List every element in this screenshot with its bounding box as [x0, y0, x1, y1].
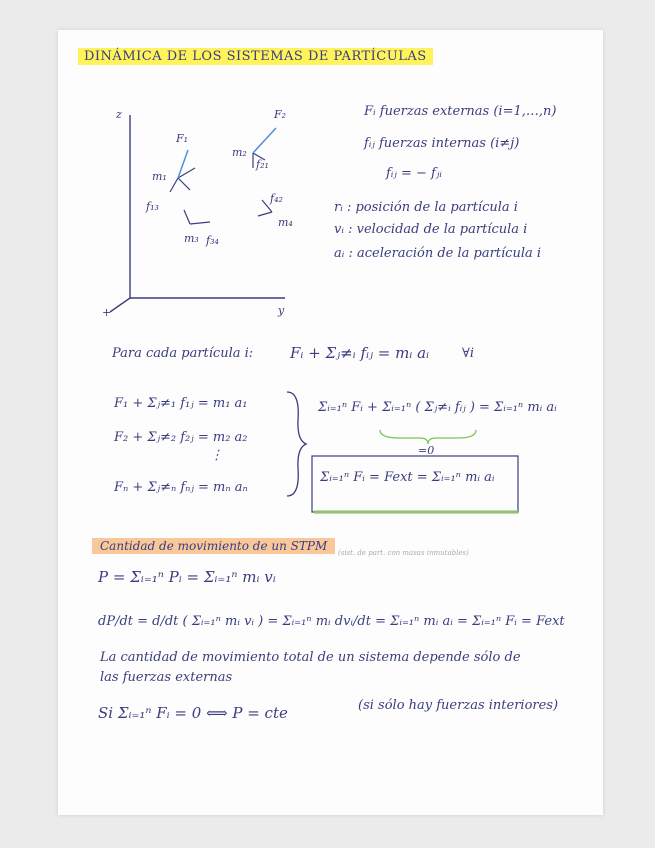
legend-line-2: fᵢⱼ fuerzas internas (i≠j)	[364, 136, 520, 151]
per-particle-label: Para cada partícula i:	[112, 346, 254, 361]
system-dots: ⋮	[210, 448, 223, 463]
legend-line-4: rᵢ : posición de la partícula i	[334, 200, 518, 215]
axis-z-label: z	[116, 108, 122, 121]
mass-m3-label: m₃	[184, 232, 199, 245]
momentum-statement-2: las fuerzas externas	[100, 670, 233, 685]
forall-label: ∀i	[462, 346, 475, 361]
momentum-section-header: Cantidad de movimiento de un STPM	[92, 538, 335, 554]
momentum-definition: P = Σᵢ₌₁ⁿ Pᵢ = Σᵢ₌₁ⁿ mᵢ vᵢ	[98, 568, 276, 586]
legend-line-6: aᵢ : aceleración de la partícula i	[334, 246, 542, 261]
legend-line-1: Fᵢ fuerzas externas (i=1,…,n)	[364, 104, 557, 119]
force-f13-label: f₁₃	[146, 200, 159, 213]
legend-line-3: fᵢⱼ = − fⱼᵢ	[386, 166, 442, 181]
force-f21-label: f₂₁	[256, 158, 269, 171]
axis-x-label: +	[102, 306, 112, 319]
page-title: DINÁMICA DE LOS SISTEMAS DE PARTÍCULAS	[78, 48, 433, 65]
force-f1-label: F₁	[176, 132, 189, 145]
legend-line-5: vᵢ : velocidad de la partícula i	[334, 222, 528, 237]
momentum-remark: (si sólo hay fuerzas interiores)	[358, 698, 559, 713]
force-f34-label: f₃₄	[206, 234, 219, 247]
zero-label: =0	[418, 444, 435, 457]
system-eq-n: Fₙ + Σⱼ≠ₙ fₙⱼ = mₙ aₙ	[114, 480, 248, 495]
per-particle-equation: Fᵢ + Σⱼ≠ᵢ fᵢⱼ = mᵢ aᵢ	[290, 344, 430, 362]
mass-m4-label: m₄	[278, 216, 293, 229]
system-eq-2: F₂ + Σⱼ≠₂ f₂ⱼ = m₂ a₂	[114, 430, 248, 445]
momentum-conclusion: Si Σᵢ₌₁ⁿ Fᵢ = 0 ⟺ P = cte	[98, 704, 288, 722]
axis-y-label: y	[278, 304, 285, 317]
mass-m1-label: m₁	[152, 170, 167, 183]
momentum-note: (sist. de part. con masas inmutables)	[338, 549, 469, 557]
force-f42-label: f₄₂	[270, 192, 283, 205]
system-eq-1: F₁ + Σⱼ≠₁ f₁ⱼ = m₁ a₁	[114, 396, 248, 411]
boxed-result: Σᵢ₌₁ⁿ Fᵢ = Fext = Σᵢ₌₁ⁿ mᵢ aᵢ	[320, 470, 495, 485]
momentum-derivative: dP/dt = d/dt ( Σᵢ₌₁ⁿ mᵢ vᵢ ) = Σᵢ₌₁ⁿ mᵢ dvᵢ/dt = Σᵢ₌₁ⁿ mᵢ aᵢ = Σᵢ₌₁ⁿ Fᵢ = Fext	[98, 614, 565, 629]
zero-underbrace	[380, 430, 476, 444]
momentum-statement-1: La cantidad de movimiento total de un sistema depende sólo de	[100, 650, 521, 665]
summed-equation: Σᵢ₌₁ⁿ Fᵢ + Σᵢ₌₁ⁿ ( Σⱼ≠ᵢ fᵢⱼ ) = Σᵢ₌₁ⁿ mᵢ aᵢ	[318, 400, 557, 415]
mass-m2-label: m₂	[232, 146, 247, 159]
force-f2-label: F₂	[274, 108, 287, 121]
